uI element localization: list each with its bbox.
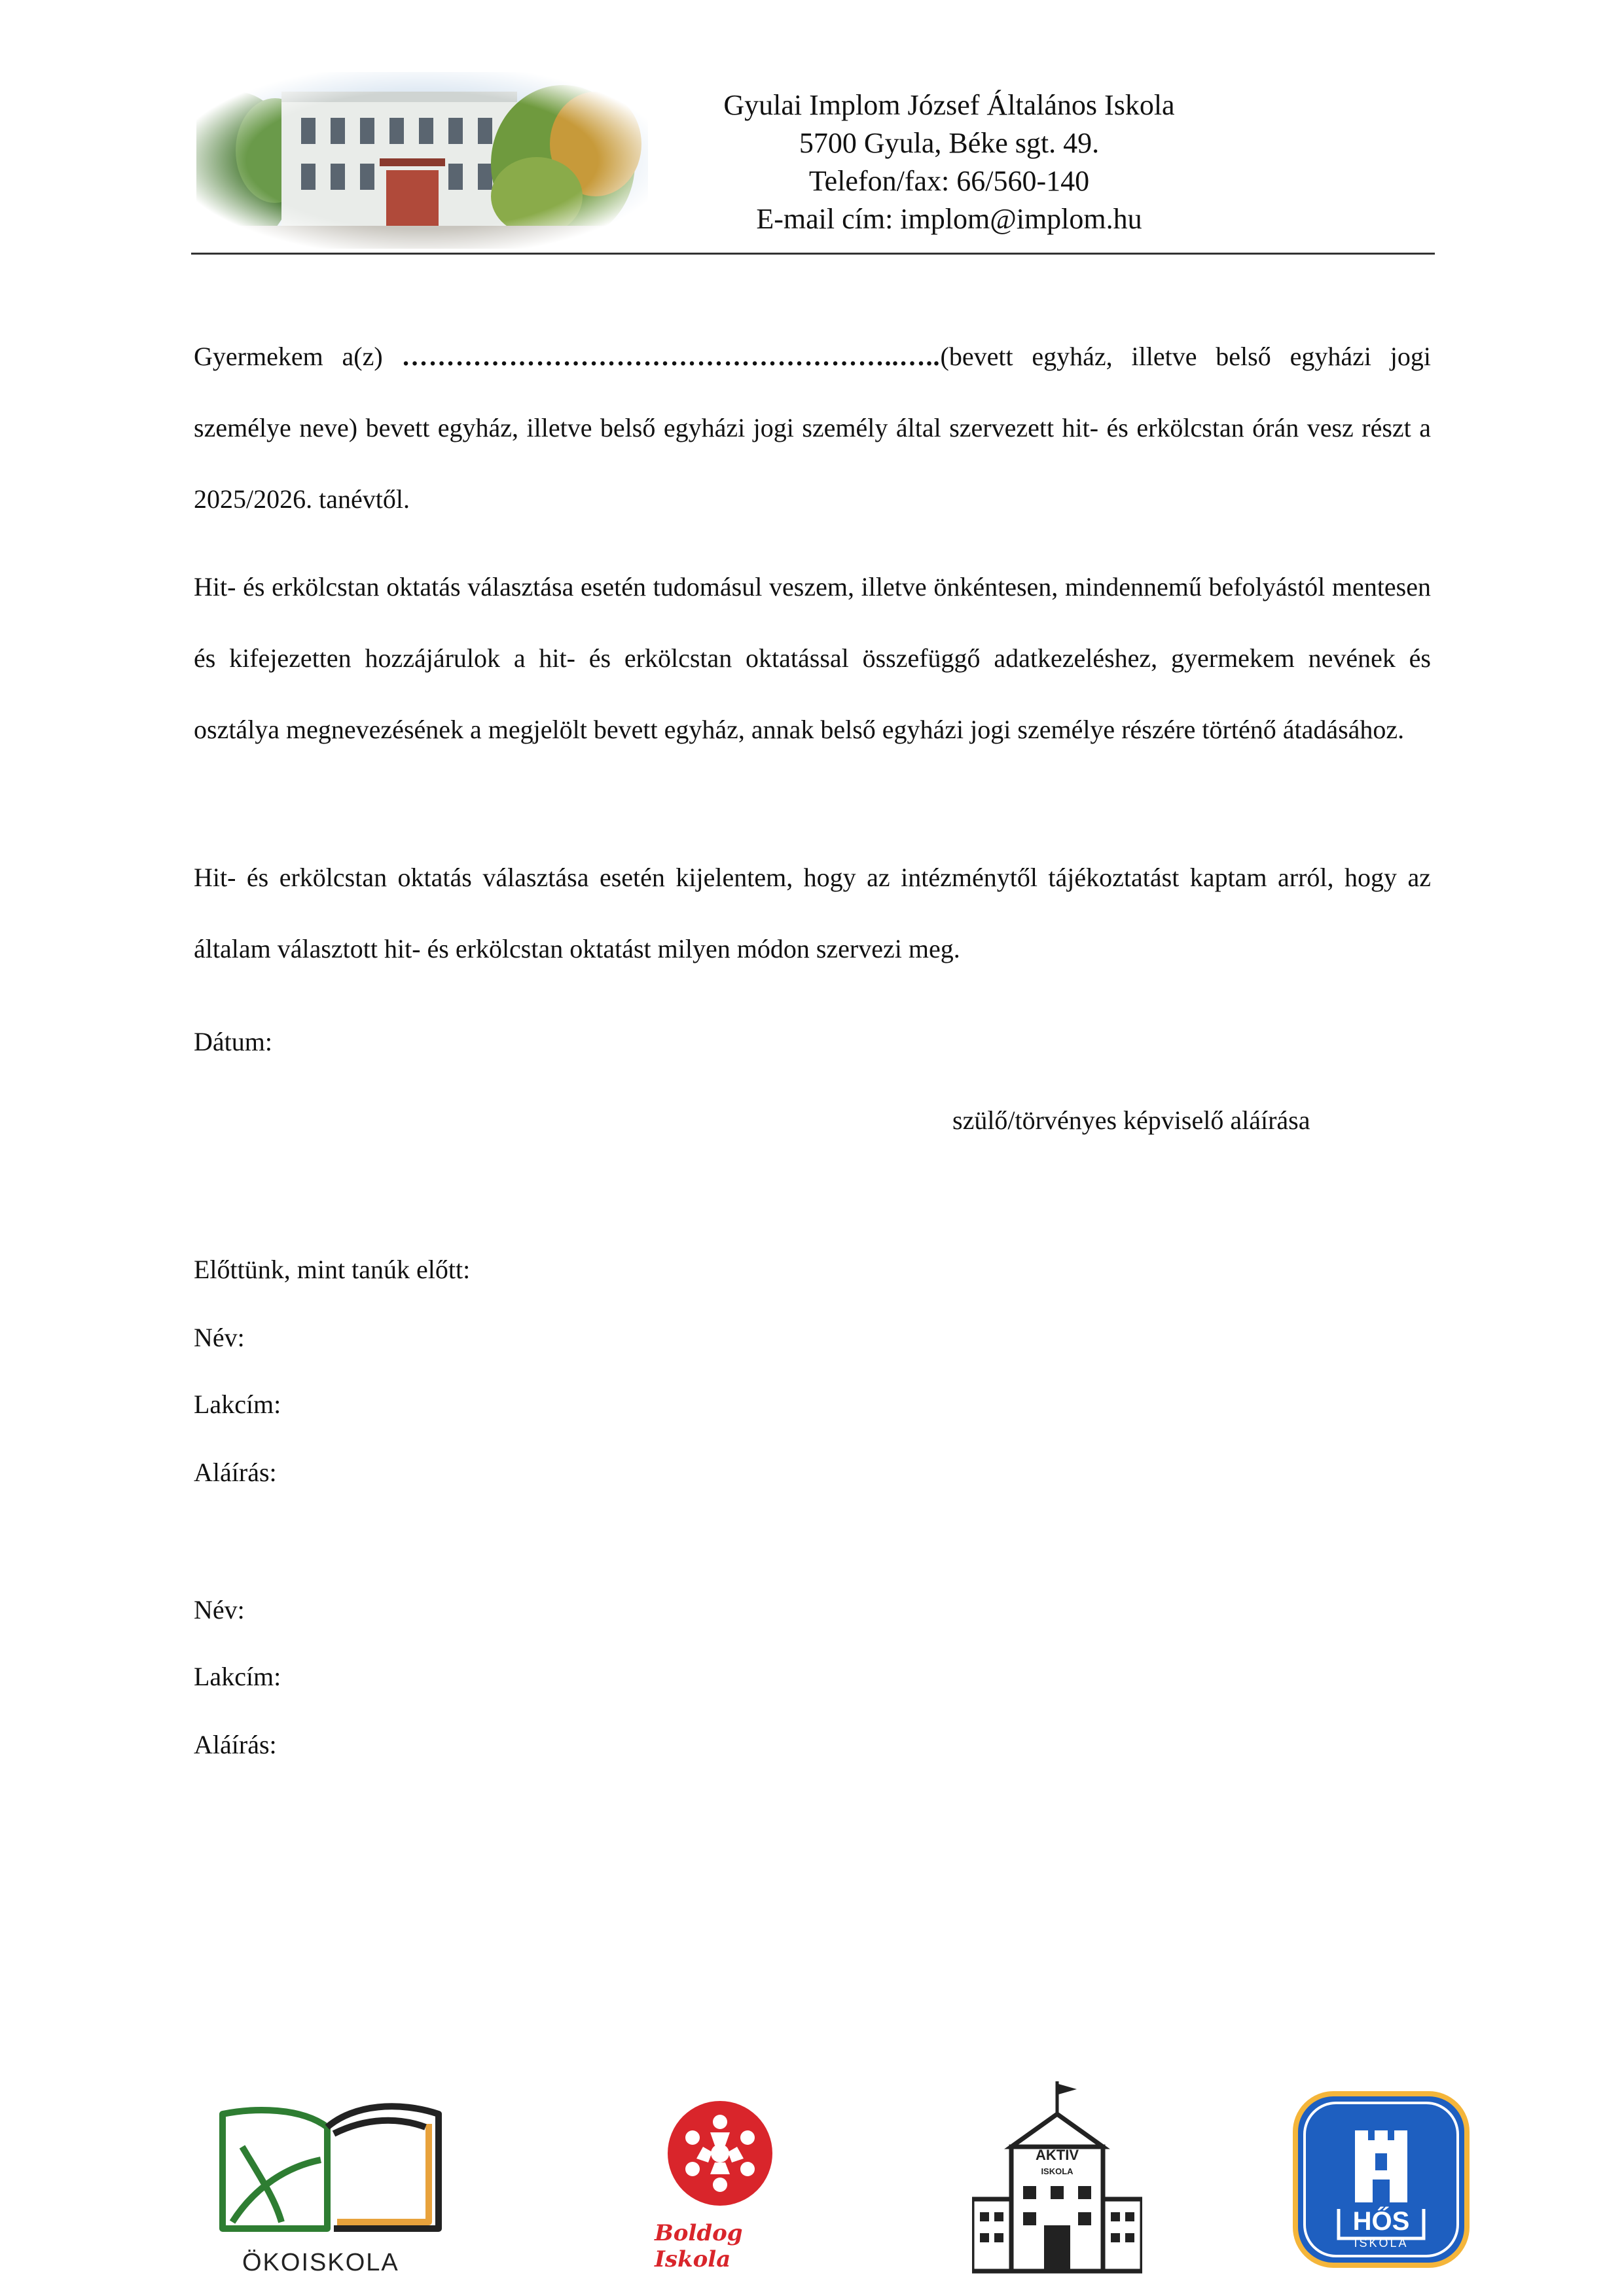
p1-prefix: Gyermekem a(z) <box>194 342 402 371</box>
header-divider <box>191 253 1435 255</box>
hos-iskola-logo <box>1293 2091 1470 2268</box>
boldog-iskola-logo <box>648 2094 805 2272</box>
castle-tower-icon <box>1293 2091 1470 2268</box>
school-email: E-mail cím: implom@implom.hu <box>756 203 1142 235</box>
paragraph-information: Hit- és erkölcstan oktatás választása esetén kijelentem, hogy az intézménytől tájékoztatást kaptam arról, hogy az általam választott hit- és erkölcstan oktatást milyen módon szervezi meg. <box>194 863 1431 963</box>
witness-1-name-label: Név: <box>194 1323 245 1352</box>
school-header <box>655 86 1244 238</box>
declaration-text <box>194 321 1431 535</box>
okoiskola-caption: ÖKOISKOLA <box>242 2249 399 2276</box>
school-address: 5700 Gyula, Béke sgt. 49. <box>799 127 1100 159</box>
witnesses-label: Előttünk, mint tanúk előtt: <box>194 1255 471 1284</box>
hos-caption-top: HŐS <box>1352 2207 1410 2236</box>
paragraph-consent: Hit- és erkölcstan oktatás választása esetén tudomásul veszem, illetve önkéntesen, mindennemű befolyástól mentesen és kifejezetten hozzájárulok a hit- és erkölcstan oktatással összefüggő adatkezeléshez, gyermekem nevének és osztálya megnevezésének a megjelölt bevett egyház, annak belső egyházi jogi személye részére történő átadásához. <box>194 572 1431 744</box>
flower-people-icon <box>648 2094 805 2219</box>
consent-paragraph-block <box>194 551 1431 765</box>
boldog-iskola-caption: Boldog Iskola <box>655 2220 743 2272</box>
okoiskola-logo <box>203 2088 465 2284</box>
school-phone: Telefon/fax: 66/560-140 <box>808 165 1090 197</box>
religion-fill-blank[interactable]: ………………………………………………..….. <box>401 342 941 371</box>
parent-signature-caption: szülő/törvényes képviselő aláírása <box>952 1105 1310 1135</box>
witness-2-signature-label: Aláírás: <box>194 1730 277 1759</box>
info-paragraph-block <box>194 842 1431 984</box>
school-name: Gyulai Implom József Általános Iskola <box>723 89 1175 121</box>
school-building-icon <box>972 2081 1142 2278</box>
witness-2-address-label: Lakcím: <box>194 1662 281 1691</box>
witness-1-address-label: Lakcím: <box>194 1390 281 1419</box>
aktiv-caption-bottom: ISKOLA <box>1041 2166 1074 2176</box>
witness-1-signature-label: Aláírás: <box>194 1458 277 1487</box>
hos-caption-bottom: ISKOLA <box>1354 2236 1409 2250</box>
date-label: Dátum: <box>194 1027 272 1056</box>
witness-2-name-label: Név: <box>194 1595 245 1624</box>
school-building-photo <box>196 72 648 249</box>
p1-rest: (bevett egyház, illetve belső egyházi jogi személye neve) bevett egyház, illetve belső egyházi jogi személy által szervezett hit- és erkölcstan órán vesz részt a 2025/2026. tanévtől. <box>194 342 1432 514</box>
paragraph-religion-choice <box>194 321 1431 535</box>
aktiv-caption-top: AKTÍV <box>1036 2147 1079 2163</box>
aktiv-iskola-logo <box>972 2081 1142 2278</box>
open-book-leaf-icon <box>203 2088 465 2245</box>
